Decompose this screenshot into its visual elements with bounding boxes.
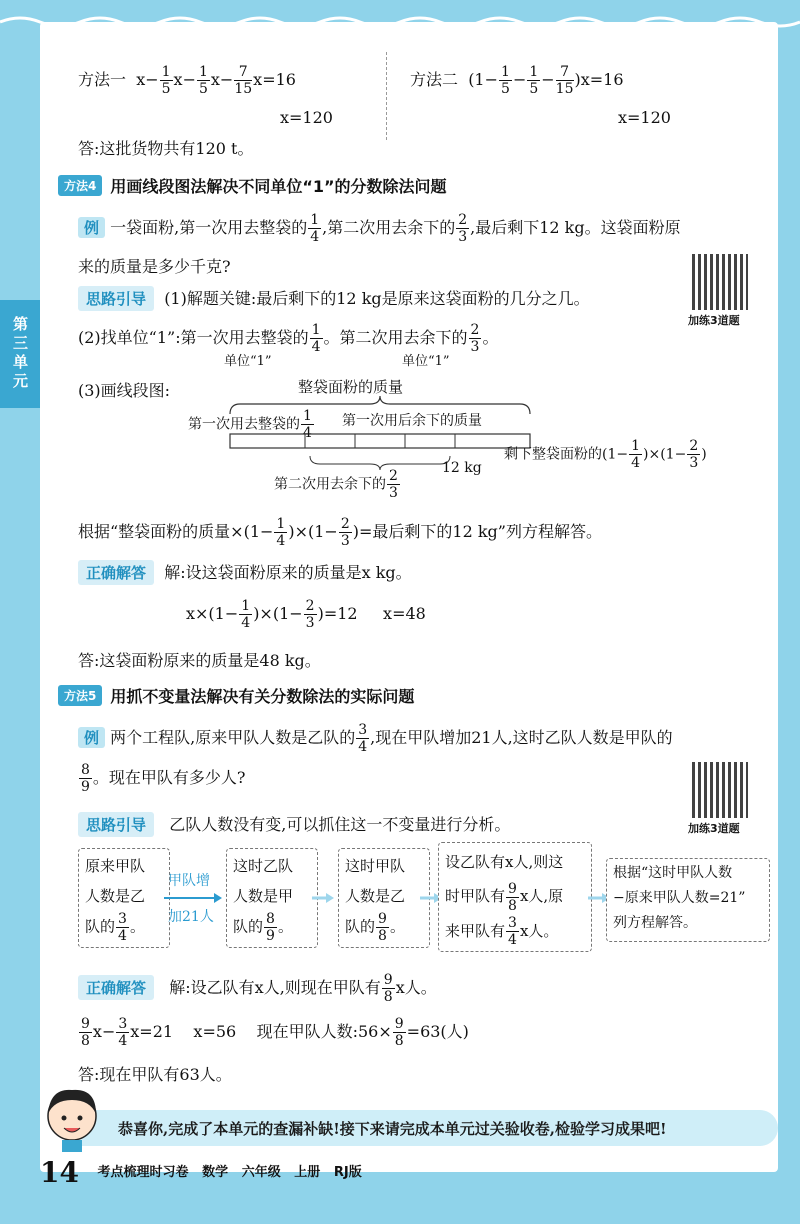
method4-guide-2: (2)找单位“1”:第一次用去整袋的 $\frac{1}{4}$ 。第二次用去余下的 $\frac{2}{3}$ 。 bbox=[78, 322, 499, 355]
flow-arrow-icon bbox=[312, 892, 334, 904]
method4-tag: 方法4 bbox=[58, 175, 102, 196]
segment-first-use: 第一次用去整袋的 $\frac{1}{4}$ bbox=[188, 408, 312, 441]
method4-answer: 答:这袋面粉原来的质量是48 kg。 bbox=[78, 651, 321, 670]
qr-label: 加练3道题 bbox=[688, 822, 740, 835]
divider bbox=[386, 52, 387, 140]
method4-guide-1: 思路引导 (1)解题关键:最后剩下的12 kg是原来这袋面粉的几分之几。 bbox=[78, 286, 590, 311]
segment-second-use: 第二次用去余下的 $\frac{2}{3}$ bbox=[274, 468, 398, 501]
method4-solve-eq: x×(1− $\frac{1}{4}$ )×(1− $\frac{2}{3}$ )=12 x=48 bbox=[186, 598, 426, 631]
footer-edition: RJ版 bbox=[333, 1165, 362, 1180]
solve-tag: 正确解答 bbox=[78, 975, 154, 1000]
method5-solve-eq: $\frac{9}{8}$ x− $\frac{3}{4}$ x=21 x=56 现在甲队人数:56× $\frac{9}{8}$ =63(人) bbox=[81, 1016, 469, 1049]
segment-12kg: 12 kg bbox=[442, 460, 482, 476]
method4-title: 用画线段图法解决不同单位“1”的分数除法问题 bbox=[110, 177, 447, 196]
method-one-result: x=120 bbox=[280, 108, 333, 127]
flow-box-1: 原来甲队 人数是乙 队的 $\frac{3}{4}$ 。 bbox=[78, 848, 170, 948]
method4-guide-3: (3)画线段图: bbox=[78, 381, 171, 400]
qr-code-icon[interactable] bbox=[692, 762, 748, 818]
method5-example-line1: 例 两个工程队,原来甲队人数是乙队的 $\frac{3}{4}$ ,现在甲队增加21人,这时乙队人数是甲队的 bbox=[78, 722, 673, 755]
segment-remain-label: 剩下整袋面粉的(1− $\frac{1}{4}$ )×(1− $\frac{2}{3}$ ) bbox=[504, 438, 707, 471]
footer-grade: 六年级 bbox=[241, 1165, 281, 1180]
method-two-equation: 方法二 (1− $\frac{1}{5}$ − $\frac{1}{5}$ − $\frac{7}{15}$ )x=16 bbox=[410, 64, 624, 97]
qr-label: 加练3道题 bbox=[688, 314, 740, 327]
flow-box-5: 根据“这时甲队人数 −原来甲队人数=21” 列方程解答。 bbox=[606, 858, 770, 942]
flow-box-4: 设乙队有x人,则这 时甲队有 $\frac{9}{8}$ x人,原 来甲队有 $\frac{3}{4}$ x人。 bbox=[438, 842, 592, 952]
answer-top: 答:这批货物共有120 t。 bbox=[78, 139, 254, 158]
method-one-equation: 方法一 x− $\frac{1}{5}$ x− $\frac{1}{5}$ x− $\frac{7}{15}$ x=16 bbox=[78, 64, 296, 97]
footer-subject: 数学 bbox=[202, 1165, 229, 1180]
method4-example-line1: 例 一袋面粉,第一次用去整袋的 $\frac{1}{4}$ ,第二次用去余下的 $\frac{2}{3}$ ,最后剩下12 kg。这袋面粉原 bbox=[78, 212, 681, 245]
page-content bbox=[40, 22, 778, 1172]
footer-book: 考点梳理时习卷 bbox=[97, 1165, 189, 1180]
method5-heading bbox=[58, 684, 414, 707]
unit-label-1: 单位“1” bbox=[224, 354, 272, 369]
method4-basis: 根据“整袋面粉的质量×(1− $\frac{1}{4}$ )×(1− $\frac{2}{3}$ )=最后剩下的12 kg”列方程解答。 bbox=[78, 516, 602, 549]
method4-example-line2: 来的质量是多少千克? bbox=[78, 257, 231, 276]
flow-arrow-label-1: 甲队增 bbox=[168, 873, 210, 889]
congrats-text: 恭喜你,完成了本单元的查漏补缺!接下来请完成本单元过关验收卷,检验学习成果吧! bbox=[118, 1120, 667, 1138]
method4-solve-1: 正确解答 解:设这袋面粉原来的质量是x kg。 bbox=[78, 560, 412, 585]
segment-top-label: 整袋面粉的质量 bbox=[298, 378, 404, 396]
solve-tag: 正确解答 bbox=[78, 560, 154, 585]
flow-arrow-label-2: 加21人 bbox=[168, 909, 214, 925]
method4-heading bbox=[58, 174, 447, 197]
page-number: 14 bbox=[40, 1156, 79, 1189]
student-avatar-icon bbox=[40, 1082, 104, 1152]
qr-code-icon[interactable] bbox=[692, 254, 748, 310]
example-tag: 例 bbox=[78, 727, 105, 748]
flow-box-3: 这时甲队 人数是乙 队的 $\frac{9}{8}$ 。 bbox=[338, 848, 430, 948]
unit-side-tab: 第三单元 bbox=[0, 300, 40, 408]
method5-solve-1: 正确解答 解:设乙队有x人,则现在甲队有 $\frac{9}{8}$ x人。 bbox=[78, 972, 437, 1005]
method5-tag: 方法5 bbox=[58, 685, 102, 706]
method5-guide-1: 思路引导 乙队人数没有变,可以抓住这一不变量进行分析。 bbox=[78, 812, 510, 837]
flow-box-2: 这时乙队 人数是甲 队的 $\frac{8}{9}$ 。 bbox=[226, 848, 318, 948]
segment-after-first: 第一次用后余下的质量 bbox=[342, 413, 482, 429]
flow-arrow-icon bbox=[164, 892, 222, 904]
unit-label-2: 单位“1” bbox=[402, 354, 450, 369]
guide-tag: 思路引导 bbox=[78, 286, 154, 311]
method5-example-line2: $\frac{8}{9}$ 。现在甲队有多少人? bbox=[81, 762, 246, 795]
method5-title: 用抓不变量法解决有关分数除法的实际问题 bbox=[110, 687, 415, 706]
footer-volume: 上册 bbox=[294, 1165, 321, 1180]
page-footer bbox=[40, 1156, 362, 1189]
guide-tag: 思路引导 bbox=[78, 812, 154, 837]
method-two-result: x=120 bbox=[618, 108, 671, 127]
method5-answer: 答:现在甲队有63人。 bbox=[78, 1065, 232, 1084]
example-tag: 例 bbox=[78, 217, 105, 238]
